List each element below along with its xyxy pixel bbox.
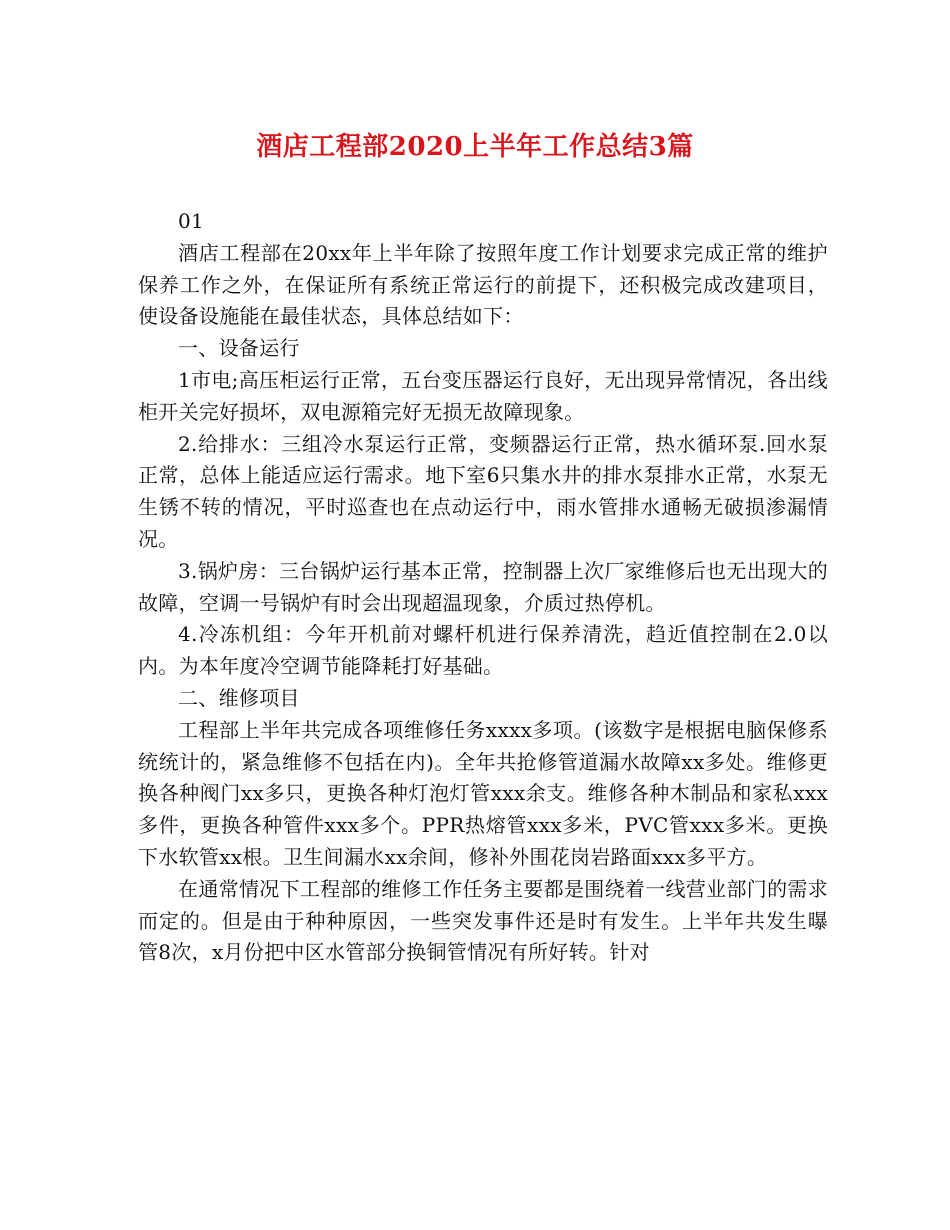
paragraph-boiler: 3.锅炉房：三台锅炉运行基本正常，控制器上次厂家维修后也无出现大的故障，空调一号锅炉有时会出现超温现象，介质过热停机。 — [138, 558, 828, 615]
section-heading-equipment: 一、设备运行 — [178, 336, 300, 361]
paragraph-repair-stats: 工程部上半年共完成各项维修任务xxxx多项。(该数字是根据电脑保修系统统计的，紧急维修不包括在内)。全年共抢修管道漏水故障xx多处。维修更换各种阀门xx多只，更换各种灯泡灯管xxx余支。维修各种木制品和家私xxx多件，更换各种管件xxx多个。PPR热熔管xxx多米，PVC管xxx多米。更换下水软管xx根。卫生间漏水xx余间，修补外围花岗岩路面xxx多平方。 — [138, 717, 828, 869]
paragraph-power: 1市电;高压柜运行正常，五台变压器运行良好，无出现异常情况，各出线柜开关完好损坏，双电源箱完好无损无故障现象。 — [138, 367, 828, 424]
paragraph-repair-context: 在通常情况下工程部的维修工作任务主要都是围绕着一线营业部门的需求而定的。但是由于种种原因，一些突发事件还是时有发生。上半年共发生曝管8次，x月份把中区水管部分换铜管情况有所好转。针对 — [138, 876, 828, 965]
paragraph-intro: 酒店工程部在20xx年上半年除了按照年度工作计划要求完成正常的维护保养工作之外，在保证所有系统正常运行的前提下，还积极完成改建项目，使设备设施能在最佳状态，具体总结如下： — [138, 240, 828, 329]
paragraph-water: 2.给排水：三组冷水泵运行正常，变频器运行正常，热水循环泵.回水泵正常，总体上能适应运行需求。地下室6只集水井的排水泵排水正常，水泵无生锈不转的情况，平时巡查也在点动运行中，雨水管排水通畅无破损渗漏情况。 — [138, 431, 828, 551]
document-body — [138, 206, 828, 969]
paragraph-chiller: 4.冷冻机组：今年开机前对螺杆机进行保养清洗，趋近值控制在2.0以内。为本年度冷空调节能降耗打好基础。 — [138, 622, 828, 679]
section-number: 01 — [178, 209, 205, 233]
section-heading-repair: 二、维修项目 — [178, 685, 300, 710]
document-title: 酒店工程部2020上半年工作总结3篇 — [256, 132, 694, 162]
